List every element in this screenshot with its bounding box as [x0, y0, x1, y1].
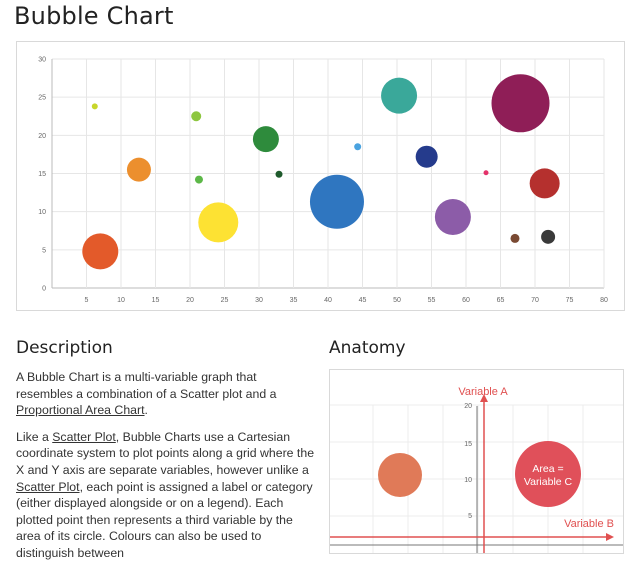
y-tick-label: 15 — [38, 171, 46, 178]
bubble-point — [127, 158, 151, 182]
x-tick-label: 75 — [565, 297, 574, 304]
description-paragraph-1 — [16, 369, 316, 419]
x-tick-label: 70 — [531, 297, 539, 304]
bubble-point — [354, 143, 361, 150]
x-tick-label: 10 — [117, 297, 125, 304]
anatomy-diagram — [329, 369, 624, 554]
variable-a-label: Variable A — [458, 386, 508, 398]
proportional-area-chart-link[interactable]: Proportional Area Chart — [16, 403, 145, 418]
bubble-point — [195, 176, 203, 184]
x-tick-label: 40 — [324, 297, 332, 304]
bubble-point — [530, 168, 560, 198]
bubble-point — [381, 78, 417, 114]
bubble-point — [191, 111, 201, 121]
x-tick-label: 5 — [84, 297, 89, 304]
bubble-point — [82, 233, 118, 269]
variable-b-label: Variable B — [564, 518, 614, 530]
bubble-point — [416, 146, 438, 168]
description-text-span: , each point is assigned a label or category (either displayed alongside or on a legend). Each plotted point then represents a third variable by the area of its circle. Colours can also be used to distinguish between — [16, 479, 313, 560]
scatter-plot-link[interactable]: Scatter Plot — [16, 479, 80, 494]
variable-b-arrowhead — [606, 533, 614, 541]
bubble-point — [541, 230, 555, 244]
y-tick-label: 25 — [38, 94, 46, 102]
bubble-point — [198, 202, 238, 242]
description-paragraph-2 — [16, 429, 316, 562]
scatter-plot-link[interactable]: Scatter Plot — [52, 429, 116, 444]
bubble-point — [435, 199, 471, 235]
y-tick-label: 30 — [38, 56, 46, 64]
description-heading: Description — [16, 338, 113, 358]
bubble-point — [276, 171, 283, 178]
anatomy-heading: Anatomy — [329, 338, 406, 358]
y-tick-label: 20 — [38, 132, 46, 140]
bubble-point — [510, 234, 519, 243]
bubble-point — [253, 126, 279, 152]
anatomy-y-tick: 10 — [464, 477, 472, 484]
x-tick-label: 80 — [600, 297, 608, 304]
x-tick-label: 55 — [427, 297, 436, 304]
x-tick-label: 25 — [220, 297, 229, 304]
anatomy-svg — [330, 370, 624, 554]
x-tick-label: 30 — [255, 297, 263, 304]
description-text-span: . — [144, 403, 148, 418]
anatomy-bubble-label-2: Variable C — [523, 476, 573, 488]
y-tick-label: 10 — [38, 209, 46, 217]
anatomy-small-bubble — [378, 453, 422, 497]
x-tick-label: 50 — [393, 297, 401, 304]
y-tick-label: 5 — [42, 247, 46, 255]
bubble-point — [92, 103, 98, 109]
anatomy-bubble-label-1: Area = — [532, 463, 564, 475]
bubble-point — [484, 170, 489, 175]
description-text-span: , Bubble Charts use a Cartesian coordinate system to plot points along a grid where the X and Y axis are separate variables, however unlike a — [16, 429, 315, 477]
anatomy-y-tick: 15 — [464, 441, 472, 448]
x-tick-label: 20 — [186, 297, 194, 304]
anatomy-y-tick: 20 — [464, 403, 472, 410]
x-tick-label: 45 — [358, 297, 367, 304]
page-title: Bubble Chart — [14, 2, 174, 30]
bubble-point — [492, 74, 550, 132]
x-tick-label: 60 — [462, 297, 470, 304]
bubble-chart — [16, 41, 625, 311]
x-tick-label: 65 — [496, 297, 505, 304]
bubble-chart-svg — [17, 42, 626, 312]
bubble-point — [310, 175, 364, 229]
description-text-span: Like a — [16, 429, 53, 444]
x-tick-label: 15 — [151, 297, 160, 304]
anatomy-y-tick: 5 — [468, 513, 472, 520]
y-tick-label: 0 — [42, 285, 46, 293]
x-tick-label: 35 — [289, 297, 298, 304]
description-text — [16, 369, 316, 572]
description-text-span: A Bubble Chart is a multi-variable graph that resembles a combination of a Scatter plot and a — [16, 370, 277, 401]
